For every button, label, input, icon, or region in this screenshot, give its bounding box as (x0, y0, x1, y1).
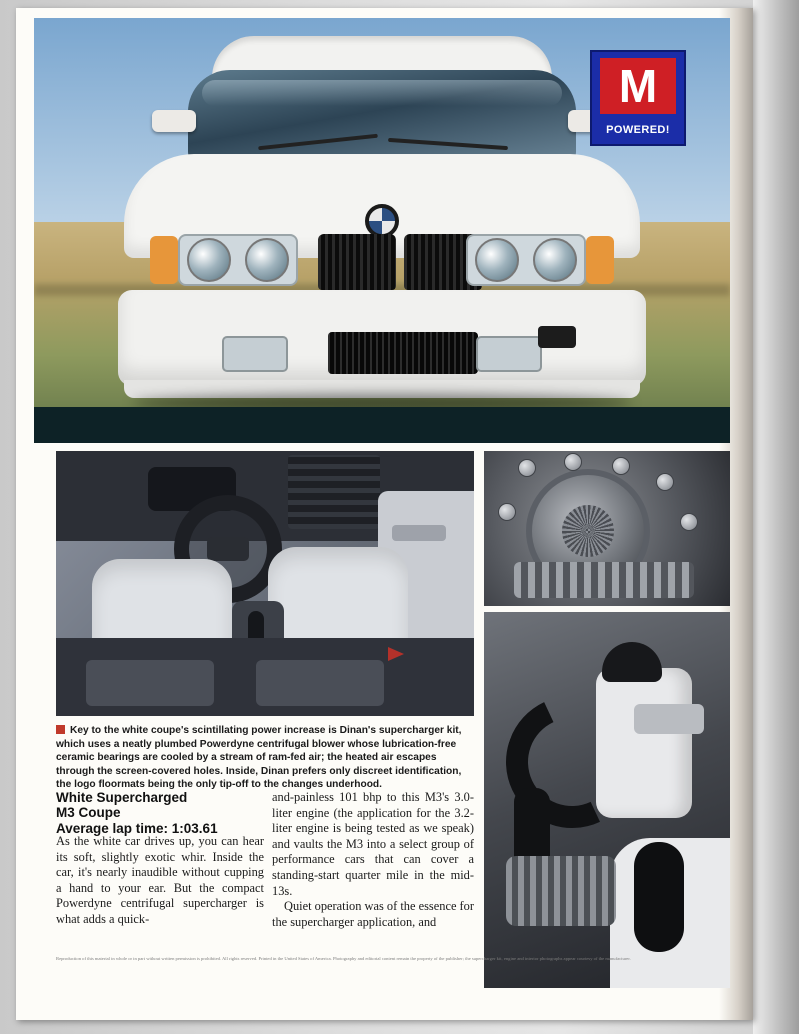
body-column-right (272, 790, 474, 930)
hero-photo-bmw-m3-front (34, 18, 730, 443)
lap-time-label: Average lap time: 1:03.61 (56, 821, 218, 836)
mirror-left (152, 110, 196, 132)
fog-lamp-left (222, 336, 288, 372)
floormat-driver (86, 660, 214, 706)
photo-caption (56, 724, 474, 792)
footer-fineprint: Reproduction of this material in whole or in part without written permission is prohibited. All rights reserved. Printed in the United States of America. Photography and editorial content remain the property of the publisher; the supercharger kit, engine and interior photographs appear courtesy of the manufacturer. (56, 956, 631, 961)
bolt-icon (680, 513, 698, 531)
lamp-outer-right (475, 238, 519, 282)
brake-duct-vent (538, 326, 576, 348)
magazine-page (16, 8, 753, 1020)
m-logo-tagline: POWERED! (606, 124, 670, 136)
interior-photo (56, 451, 474, 716)
headline-line-1: White Supercharged (56, 790, 188, 805)
body-paragraph: As the white car drives up, you can hear its soft, slightly exotic whir. Inside the car, it's nearly inaudible without cupping a hand to your ear. But the compact Powerdyne centrifugal supercharger is what adds a quick- (56, 834, 264, 926)
wiper-right-icon (388, 138, 508, 150)
red-arrow-marker-icon (388, 647, 404, 661)
intake-manifold (634, 704, 704, 734)
turn-signal-left (150, 236, 178, 284)
headlamp-right (466, 234, 586, 286)
supercharger-detail-photo (484, 451, 730, 606)
hero-bottom-band (34, 407, 730, 443)
air-filter-cap (602, 642, 662, 682)
body-paragraph: Quiet operation was of the essence for the supercharger application, and (272, 899, 474, 929)
m-powered-logo (592, 52, 684, 144)
lamp-inner-right (533, 238, 577, 282)
article-headline (56, 790, 266, 836)
bolt-icon (518, 459, 536, 477)
caption-text: Key to the white coupe's scintillating power increase is Dinan's supercharger kit, which uses a neatly plumbed Powerdyne centrifugal blower whose lubrication-free ceramic bearings are cooled by a stream of ram-fed air; the heated air escapes through the screen-covered holes. Inside, Dinan prefers only discreet identification, the logo floormats being the only tip-off to the changes underhood. (56, 725, 462, 791)
turn-signal-right (586, 236, 614, 284)
bolt-icon (612, 457, 630, 475)
car-front-view (92, 36, 672, 408)
bolt-icon (498, 503, 516, 521)
lower-mesh-grille (328, 332, 478, 374)
cooling-fins (514, 562, 694, 598)
lamp-outer-left (245, 238, 289, 282)
bolt-icon (656, 473, 674, 491)
engine-bay-photo (484, 612, 730, 988)
center-console-stack (288, 455, 380, 529)
door-handle-icon (392, 525, 446, 541)
bolt-icon (564, 453, 582, 471)
belt-drive (634, 842, 684, 952)
body-paragraph: and-painless 101 bhp to this M3's 3.0-liter engine (the application for the 3.2-liter engine is being tested as we speak) and vaults the M3 into a select group of performance cars that can cover a standing-start quarter mile in the mid-13s. (272, 790, 474, 898)
headline-line-2: M3 Coupe (56, 805, 121, 820)
page-edge (753, 0, 799, 1034)
bmw-roundel-icon (365, 204, 399, 238)
windshield (188, 70, 576, 166)
caption-marker-icon (56, 725, 65, 734)
floormat-passenger (256, 660, 384, 706)
m-logo-letter: M (600, 58, 676, 114)
supercharger-housing (506, 856, 616, 926)
wiper-left-icon (258, 134, 378, 151)
fog-lamp-right (476, 336, 542, 372)
headlamp-left (178, 234, 298, 286)
body-column-left (56, 834, 264, 928)
lamp-inner-left (187, 238, 231, 282)
kidney-grille-left (318, 234, 396, 290)
